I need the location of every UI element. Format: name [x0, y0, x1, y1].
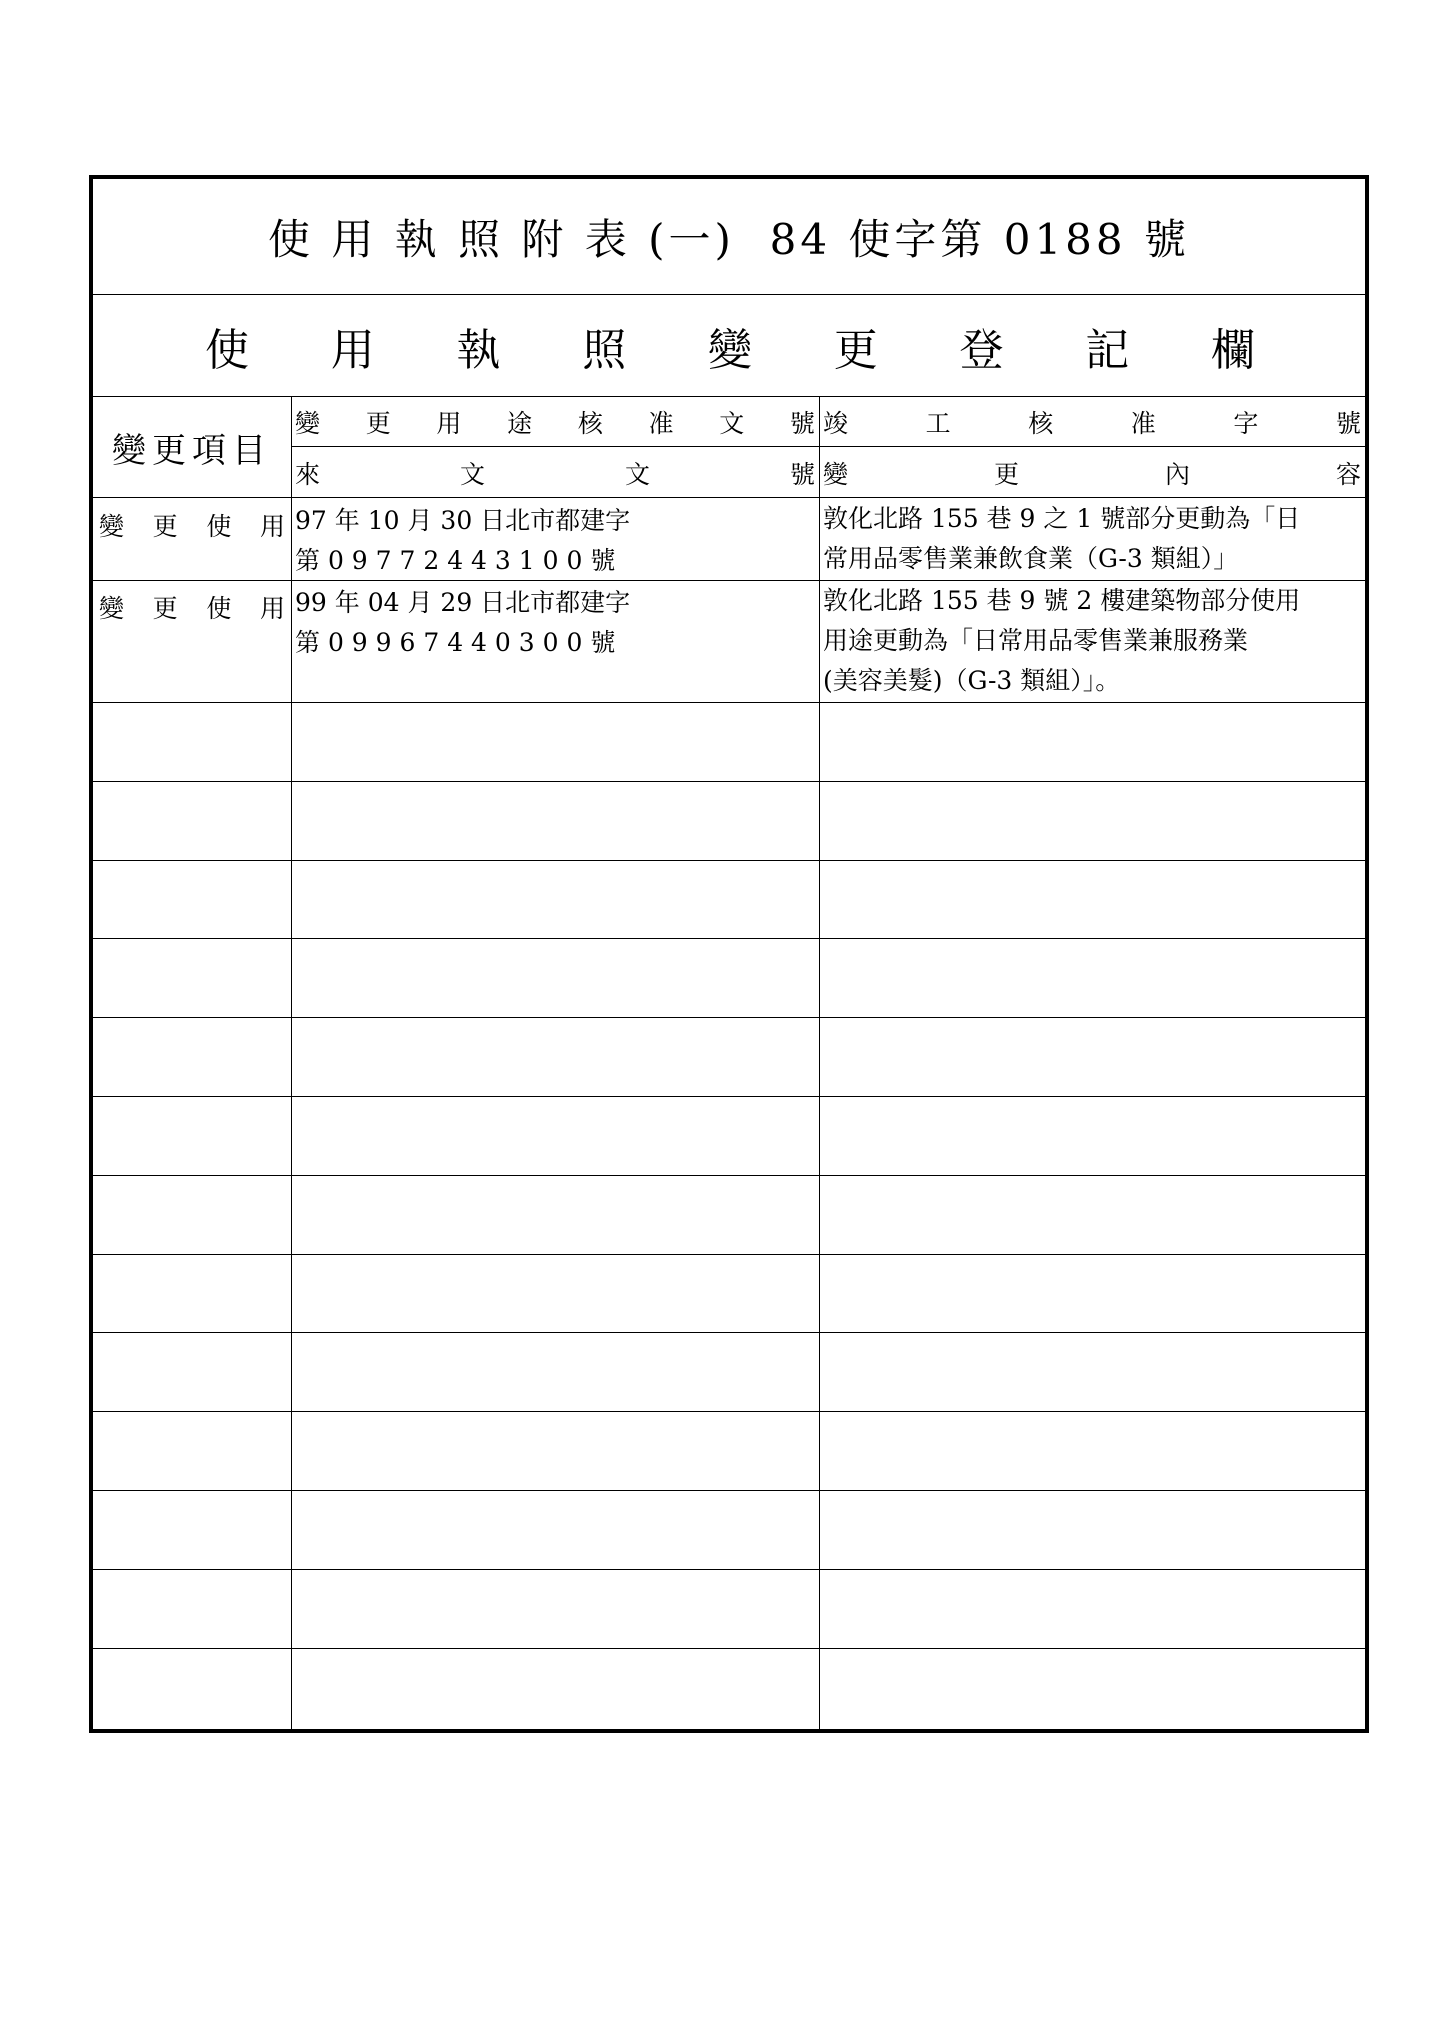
- empty-row-line: [93, 860, 1365, 861]
- section-title-char: 使: [205, 324, 249, 376]
- license-table: [89, 175, 1369, 1733]
- header-incoming-number: [291, 448, 819, 498]
- empty-row-line: [93, 1648, 1365, 1649]
- header-char: 竣: [823, 408, 849, 438]
- title-text: 使 用 執 照 附 表 (一) 84 使字第 0188 號: [268, 214, 1190, 264]
- entry-doc-line: 第 0 9 9 6 7 4 4 0 3 0 0 號: [295, 628, 616, 657]
- entry-content-line: 用途更動為「日常用品零售業兼服務業: [823, 626, 1249, 655]
- header-char: 途: [507, 408, 533, 438]
- section-title-char: 欄: [1211, 324, 1255, 376]
- header-char: 號: [789, 459, 815, 489]
- empty-row-line: [93, 938, 1365, 939]
- entry-content-line: 敦化北路 155 巷 9 號 2 樓建築物部分使用: [823, 586, 1301, 615]
- empty-row-line: [93, 1254, 1365, 1255]
- empty-row-line: [93, 1332, 1365, 1333]
- entry-item-char: 變: [99, 512, 125, 541]
- header-char: 文: [719, 408, 745, 438]
- entry-item-char: 更: [152, 512, 178, 541]
- entry-item: [93, 501, 291, 541]
- header-char: 用: [436, 408, 462, 438]
- empty-row-line: [93, 1096, 1365, 1097]
- entry-item-char: 變: [99, 594, 125, 623]
- header-char: 文: [459, 459, 485, 489]
- section-title-text: [93, 314, 1365, 378]
- header-char: 字: [1233, 408, 1259, 438]
- row-line: [93, 702, 1365, 703]
- entry-content: [819, 499, 1365, 579]
- header-char: 號: [789, 408, 815, 438]
- header-char: 准: [1130, 408, 1156, 438]
- entry-item-char: 用: [259, 594, 285, 623]
- header-char: 號: [1335, 408, 1361, 438]
- empty-row-line: [93, 781, 1365, 782]
- section-title-char: 變: [708, 324, 752, 376]
- entry-doc-line: 99 年 04 月 29 日北市都建字: [295, 588, 631, 617]
- section-title: [93, 295, 1365, 397]
- empty-row-line: [93, 1175, 1365, 1176]
- entry-item-char: 使: [206, 594, 232, 623]
- entry-doc-line: 第 0 9 7 7 2 4 4 3 1 0 0 號: [295, 546, 616, 575]
- header-char: 更: [365, 408, 391, 438]
- header-change-content: [819, 448, 1365, 498]
- section-title-char: 更: [833, 324, 878, 376]
- entry-doc-line: 97 年 10 月 30 日北市都建字: [295, 506, 631, 535]
- header-char: 變: [295, 408, 321, 438]
- entry-content-line: (美容美髮)（G-3 類組）」。: [823, 666, 1121, 695]
- empty-row-line: [93, 1017, 1365, 1018]
- entry-content: [819, 581, 1365, 701]
- entry-content-line: 敦化北路 155 巷 9 之 1 號部分更動為「日: [823, 504, 1301, 533]
- entry-doc-number: [291, 499, 819, 579]
- document-title: [93, 179, 1365, 295]
- header-char: 來: [295, 459, 321, 489]
- section-title-char: 照: [582, 324, 627, 376]
- header-char: 更: [993, 459, 1019, 489]
- entry-item: [93, 583, 291, 623]
- entry-content-line: 常用品零售業兼飲食業（G-3 類組）」: [823, 544, 1239, 573]
- header-char: 變: [823, 459, 849, 489]
- section-title-char: 用: [330, 324, 375, 376]
- entry-item-char: 更: [152, 594, 178, 623]
- empty-row-line: [93, 1490, 1365, 1491]
- header-char: 准: [648, 408, 674, 438]
- header-char: 文: [624, 459, 650, 489]
- header-approval-number: [291, 397, 819, 447]
- empty-row-line: [93, 1411, 1365, 1412]
- header-char: 核: [577, 408, 603, 438]
- header-char: 容: [1335, 459, 1361, 489]
- header-char: 工: [925, 408, 951, 438]
- header-char: 核: [1028, 408, 1054, 438]
- header-completion-number: [819, 397, 1365, 447]
- section-title-char: 記: [1085, 324, 1130, 376]
- entry-item-char: 用: [259, 512, 285, 541]
- empty-row-line: [93, 1569, 1365, 1570]
- header-char: 內: [1164, 459, 1190, 489]
- entry-doc-number: [291, 581, 819, 661]
- header-change-item: 變更項目: [93, 397, 291, 498]
- entry-item-char: 使: [206, 512, 232, 541]
- section-title-char: 執: [456, 324, 501, 376]
- section-title-char: 登: [959, 324, 1004, 376]
